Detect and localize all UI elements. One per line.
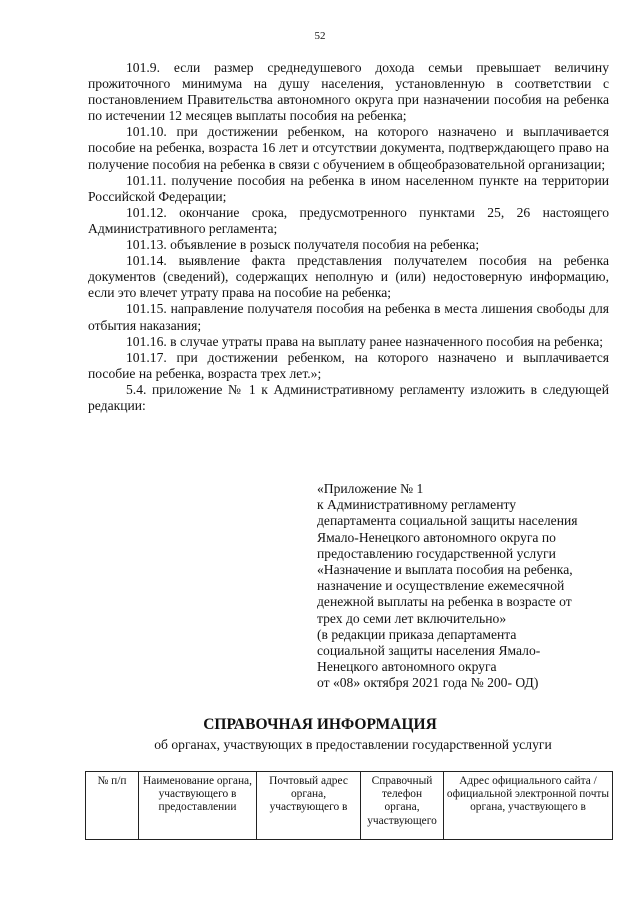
appendix-line: социальной защиты населения Ямало- — [317, 643, 541, 659]
section-heading: СПРАВОЧНАЯ ИНФОРМАЦИЯ — [203, 716, 437, 733]
appendix-line: предоставлению государственной услуги — [317, 545, 556, 561]
table-header-row — [86, 772, 613, 840]
header-website-email: Адрес официального сайта /официальной электронной почты органа, участвующего в — [444, 772, 613, 840]
paragraph-101-14: 101.14. выявление факта представления получателем пособия на ребенка документов (сведений), содержащих неполную и (или) недостоверную информацию, если это влечет утрату права на пособие на ребенка; — [88, 253, 609, 301]
paragraph-101-13: 101.13. объявление в розыск получателя пособия на ребенка; — [126, 237, 480, 253]
appendix-line: «Приложение № 1 — [317, 481, 424, 496]
info-table — [85, 771, 613, 840]
body-text — [88, 60, 609, 414]
appendix-line: к Административному регламенту — [317, 497, 517, 513]
paragraph-101-17: 101.17. при достижении ребенком, на которого назначено и выплачивается пособие на ребенка, возраста трех лет.»; — [88, 349, 609, 381]
appendix-line: Ямало-Ненецкого автономного округа по — [317, 529, 556, 545]
appendix-line: Ненецкого автономного округа — [317, 659, 497, 675]
header-organ-name: Наименование органа, участвующего в предоставлении — [139, 772, 257, 840]
appendix-note — [317, 481, 613, 692]
appendix-line: «Назначение и выплата пособия на ребенка, — [317, 562, 573, 578]
header-postal-address: Почтовый адрес органа, участвующего в — [257, 772, 361, 840]
appendix-line: денежной выплаты на ребенка в возрасте от — [317, 594, 572, 610]
section-subheading: об органах, участвующих в предоставлении государственной услуги — [154, 737, 552, 752]
page-number: 52 — [314, 30, 326, 42]
header-number: № п/п — [86, 772, 139, 840]
paragraph-101-11: 101.11. получение пособия на ребенка в ином населенном пункте на территории Российской Федерации; — [88, 172, 609, 204]
paragraph-101-15: 101.15. направление получателя пособия на ребенка в места лишения свободы для отбытия наказания; — [88, 301, 609, 333]
paragraph-5-4: 5.4. приложение № 1 к Административному регламенту изложить в следующей редакции: — [88, 381, 609, 413]
appendix-line: назначение и осуществление ежемесячной — [317, 578, 565, 594]
appendix-line: от «08» октября 2021 года № 200- ОД) — [317, 675, 539, 691]
paragraph-101-12: 101.12. окончание срока, предусмотренного пунктами 25, 26 настоящего Административного регламента; — [88, 204, 609, 236]
paragraph-101-16: 101.16. в случае утраты права на выплату ранее назначенного пособия на ребенка; — [126, 333, 604, 349]
paragraph-101-10: 101.10. при достижении ребенком, на которого назначено и выплачивается пособие на ребенка, возраста 16 лет и отсутствии документа, подтверждающего право на получение пособия на ребенка в связи с обучением в общеобразовательной организации; — [88, 124, 609, 172]
appendix-line: (в редакции приказа департамента — [317, 626, 517, 642]
paragraph-101-9: 101.9. если размер среднедушевого дохода семьи превышает величину прожиточного минимума на душу населения, установленную в соответствии с постановлением Правительства автономного округа при назначении пособия на ребенка по истечении 12 месяцев выплаты пособия на ребенка; — [88, 60, 609, 124]
header-phone: Справочный телефон органа, участвующего — [361, 772, 444, 840]
appendix-line: департамента социальной защиты населения — [317, 513, 578, 529]
appendix-line: трех до семи лет включительно» — [317, 610, 507, 626]
